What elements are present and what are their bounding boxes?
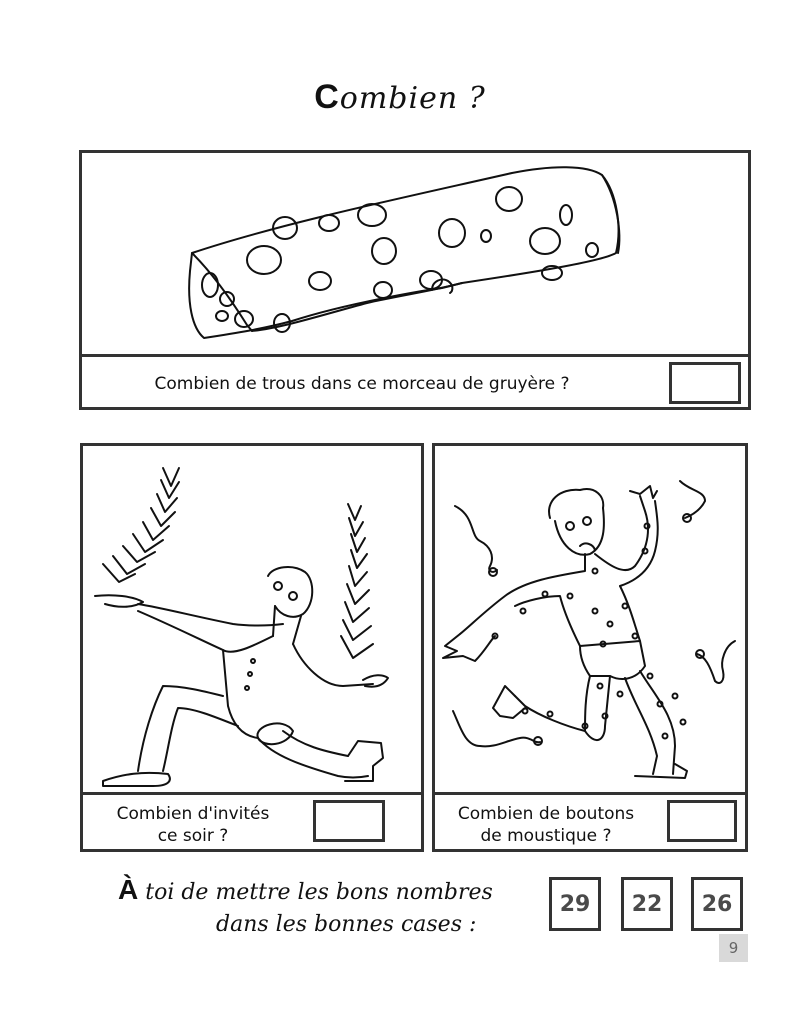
instruction-text [118, 874, 538, 941]
instruction-initial: À [118, 874, 139, 905]
cheese-answer-box[interactable] [669, 362, 741, 404]
title-initial: C [314, 78, 340, 116]
number-choice-3[interactable]: 26 [691, 877, 743, 931]
page-title [0, 78, 800, 117]
page-number-badge: 9 [719, 934, 748, 962]
cheese-panel-divider [82, 354, 748, 357]
guests-panel-divider [83, 792, 421, 795]
mosquito-question-line2: de moustique ? [480, 826, 612, 846]
mosquito-question [441, 803, 651, 847]
guests-question-line1: Combien d'invités [116, 804, 270, 824]
mosquito-question-line1: Combien de boutons [457, 804, 635, 824]
mosquito-panel-divider [435, 792, 745, 795]
instruction-line1: toi de mettre les bons nombres [138, 880, 493, 905]
title-rest: ombien ? [339, 81, 486, 116]
guests-exercise-panel [80, 443, 424, 852]
juggling-waiter-illustration [83, 446, 421, 791]
cheese-question: Combien de trous dans ce morceau de gruyère ? [154, 374, 570, 394]
number-choice-1[interactable]: 29 [549, 877, 601, 931]
swiss-cheese-illustration [82, 153, 748, 353]
number-choice-2[interactable]: 22 [621, 877, 673, 931]
guests-answer-box[interactable] [313, 800, 385, 842]
guests-question-line2: ce soir ? [157, 826, 229, 846]
guests-question [93, 803, 293, 847]
cheese-exercise-panel [79, 150, 751, 410]
instruction-line2: dans les bonnes cases : [216, 912, 477, 937]
mosquito-exercise-panel [432, 443, 748, 852]
man-with-mosquito-bites-illustration [435, 446, 745, 791]
mosquito-answer-box[interactable] [667, 800, 737, 842]
